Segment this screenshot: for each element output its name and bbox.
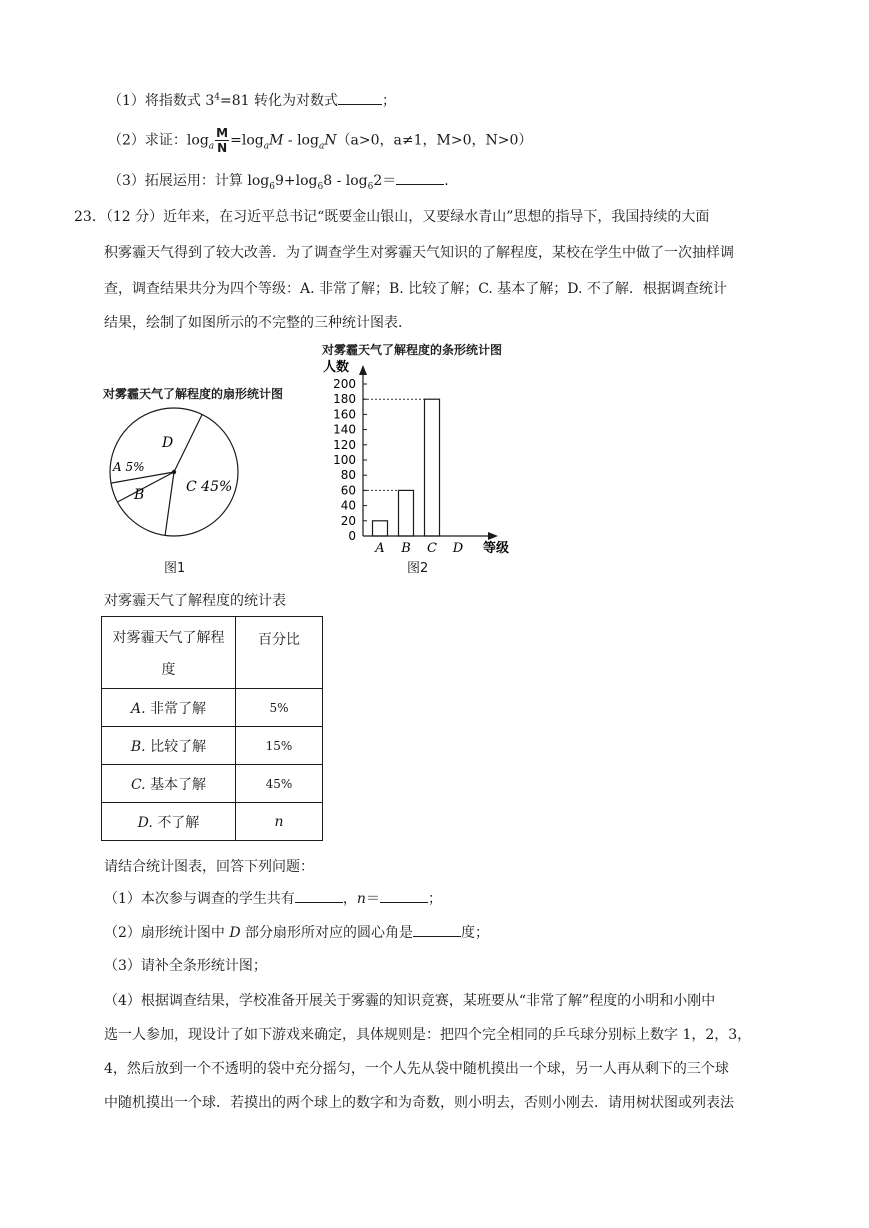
question-4-line3: 4，然后放到一个不透明的袋中充分摇匀，一个人先从袋中随机摸出一个球，另一人再从剩下的三个球 bbox=[104, 1061, 729, 1077]
prev-q2-base: a bbox=[208, 141, 215, 152]
y-tick-label: 120 bbox=[333, 437, 356, 452]
prev-q3-b: 8 - log bbox=[323, 173, 368, 189]
header-line2: 度 bbox=[161, 661, 176, 678]
q1-text: （1）本次参与调查的学生共有 bbox=[104, 891, 295, 907]
prev-q1-exp: 4 bbox=[214, 92, 220, 103]
level-label: 基本了解 bbox=[150, 776, 207, 793]
question-1 bbox=[104, 888, 442, 909]
x-category-label: A bbox=[375, 541, 385, 556]
prev-q2-mid: =log bbox=[230, 132, 264, 149]
prev-q3-end: . bbox=[444, 173, 449, 189]
table-row bbox=[102, 803, 323, 841]
x-category-label: D bbox=[452, 541, 464, 556]
answer-blank[interactable] bbox=[338, 90, 382, 105]
q2-text: （2）扇形统计图中 bbox=[104, 925, 230, 941]
bar-guides bbox=[363, 399, 425, 490]
y-tick-label: 200 bbox=[333, 377, 356, 391]
bar-y-ticks bbox=[333, 377, 367, 543]
pie-chart-title: 对雾霾天气了解程度的扇形统计图 bbox=[103, 387, 284, 401]
answer-blank-n[interactable] bbox=[380, 888, 428, 903]
y-tick-label: 140 bbox=[333, 422, 356, 437]
q23-line3: 查，调查结果共分为四个等级：A. 非常了解；B. 比较了解；C. 基本了解；D. 不了解．根据调查统计 bbox=[104, 281, 727, 297]
prev-q3-sub3: 6 bbox=[367, 181, 374, 192]
table-cell-level bbox=[102, 765, 236, 803]
x-category-label: B bbox=[401, 541, 411, 556]
level-label: 非常了解 bbox=[150, 700, 206, 717]
question-3: （3）请补全条形统计图； bbox=[104, 958, 267, 974]
prev-q2-base3: a bbox=[318, 141, 325, 152]
question-4-line4: 中随机摸出一个球．若摸出的两个球上的数字和为奇数，则小明去，否则小刚去．请用树状图或列表法 bbox=[104, 1095, 734, 1111]
prev-q3-c: 2＝ bbox=[373, 173, 397, 189]
table-cell-percent: 45% bbox=[236, 765, 323, 803]
prev-q2-condition: （a>0，a≠1，M>0，N>0） bbox=[336, 132, 533, 149]
q23-line4: 结果，绘制了如图所示的不完整的三种统计图表． bbox=[104, 315, 412, 331]
prev-q1-text: （1）将指数式 3 bbox=[108, 93, 215, 109]
bar-y-axis-label: 人数 bbox=[323, 360, 350, 375]
level-key: D. bbox=[137, 814, 153, 831]
pie-label-c: C 45% bbox=[186, 479, 233, 495]
question-2 bbox=[104, 922, 489, 943]
table-row bbox=[102, 727, 323, 765]
table-cell-percent: 5% bbox=[236, 689, 323, 727]
prev-q3-sub2: 6 bbox=[317, 181, 324, 192]
q1-n: n bbox=[356, 891, 366, 907]
header-line1: 对雾霾天气了解程 bbox=[112, 629, 225, 646]
y-tick-label: 80 bbox=[340, 468, 356, 483]
pie-chart bbox=[100, 405, 250, 555]
pie-slice-boundary bbox=[165, 472, 174, 535]
q1-end: ； bbox=[427, 891, 442, 907]
fraction-numerator: M bbox=[216, 126, 229, 140]
prev-q3-a: 9+log bbox=[274, 173, 318, 189]
bar-C bbox=[425, 399, 440, 536]
q1-comma: ， bbox=[342, 891, 357, 907]
table-row bbox=[102, 765, 323, 803]
y-tick-label: 0 bbox=[348, 529, 356, 543]
pie-label-d: D bbox=[162, 435, 174, 451]
question-4-line2: 选一人参加，现设计了如下游戏来确定，具体规则是：把四个完全相同的乒乓球分别标上数字 1，2，3， bbox=[104, 1027, 752, 1043]
level-label: 比较了解 bbox=[150, 738, 207, 755]
bar-bars bbox=[373, 399, 440, 536]
prev-q2 bbox=[108, 126, 532, 155]
table-cell-level bbox=[102, 803, 236, 841]
prev-q2-m: M bbox=[269, 132, 284, 149]
fraction-m-over-n bbox=[215, 126, 229, 155]
table-header-row bbox=[102, 617, 323, 689]
bar-A bbox=[373, 521, 388, 536]
questions-intro: 请结合统计图表，回答下列问题： bbox=[104, 859, 314, 875]
y-tick-label: 20 bbox=[340, 513, 356, 528]
q2-end: 度； bbox=[461, 925, 490, 941]
q23-line2: 积雾霾天气得到了较大改善．为了调查学生对雾霾天气知识的了解程度，某校在学生中做了一次抽样调 bbox=[104, 245, 734, 261]
prev-q3-pre: （3）拓展运用：计算 log bbox=[108, 173, 270, 189]
bar-x-axis-label: 等级 bbox=[483, 541, 510, 556]
x-category-label: C bbox=[427, 541, 437, 556]
table-cell-level bbox=[102, 727, 236, 765]
pie-center bbox=[172, 470, 176, 474]
fig2-label: 图2 bbox=[407, 561, 429, 576]
table-cell-level bbox=[102, 689, 236, 727]
prev-q2-n: N bbox=[324, 132, 337, 149]
level-key: C. bbox=[130, 776, 146, 793]
pie-label-b: B bbox=[134, 487, 145, 503]
bar-chart bbox=[320, 355, 525, 560]
question-4-line1: （4）根据调查结果，学校准备开展关于雾霾的知识竞赛，某班要从“非常了解”程度的小明和小刚中 bbox=[104, 993, 716, 1009]
x-axis-arrow-icon bbox=[488, 532, 498, 540]
level-label: 不了解 bbox=[157, 814, 200, 831]
stats-table bbox=[101, 616, 323, 841]
y-tick-label: 60 bbox=[340, 483, 356, 498]
q1-eq: ＝ bbox=[365, 891, 380, 907]
fig1-label: 图1 bbox=[164, 561, 186, 576]
table-header-level bbox=[102, 617, 236, 689]
bar-B bbox=[399, 490, 414, 536]
q23-line1: 23．（12 分）近年来，在习近平总书记“既要金山银山，又要绿水青山”思想的指导下，我国持续的大面 bbox=[74, 209, 710, 225]
answer-blank-total[interactable] bbox=[295, 888, 343, 903]
prev-q3 bbox=[108, 170, 449, 191]
table-header-percent: 百分比 bbox=[236, 617, 323, 689]
fraction-denominator: N bbox=[217, 141, 228, 155]
answer-blank-angle[interactable] bbox=[413, 922, 461, 937]
y-axis-arrow-icon bbox=[359, 365, 367, 375]
table-cell-percent: 15% bbox=[236, 727, 323, 765]
y-tick-label: 40 bbox=[340, 498, 356, 513]
table-caption: 对雾霾天气了解程度的统计表 bbox=[104, 593, 286, 609]
q2-text2: 部分扇形所对应的圆心角是 bbox=[240, 925, 414, 941]
prev-q1 bbox=[108, 90, 396, 111]
table-row bbox=[102, 689, 323, 727]
pie-slices bbox=[111, 415, 202, 536]
prev-q2-minus: - log bbox=[283, 132, 319, 149]
pie-slice-boundary bbox=[174, 415, 202, 473]
level-key: B. bbox=[130, 738, 146, 755]
prev-q3-sub1: 6 bbox=[269, 181, 275, 192]
bar-categories bbox=[374, 541, 463, 556]
level-key: A. bbox=[130, 700, 146, 717]
q2-d: D bbox=[229, 925, 241, 941]
pie-label-a: A 5% bbox=[113, 460, 145, 474]
prev-q1-rest: =81 转化为对数式 bbox=[220, 93, 338, 109]
prev-q2-pre: （2）求证：log bbox=[108, 132, 209, 149]
y-tick-label: 180 bbox=[333, 392, 356, 407]
bar-chart-title: 对雾霾天气了解程度的条形统计图 bbox=[322, 343, 503, 357]
answer-blank[interactable] bbox=[396, 170, 444, 185]
prev-q2-base2: a bbox=[263, 141, 270, 152]
prev-q1-end: ； bbox=[382, 93, 396, 109]
table-cell-percent: n bbox=[236, 803, 323, 841]
y-tick-label: 160 bbox=[333, 407, 356, 422]
y-tick-label: 100 bbox=[333, 453, 356, 467]
